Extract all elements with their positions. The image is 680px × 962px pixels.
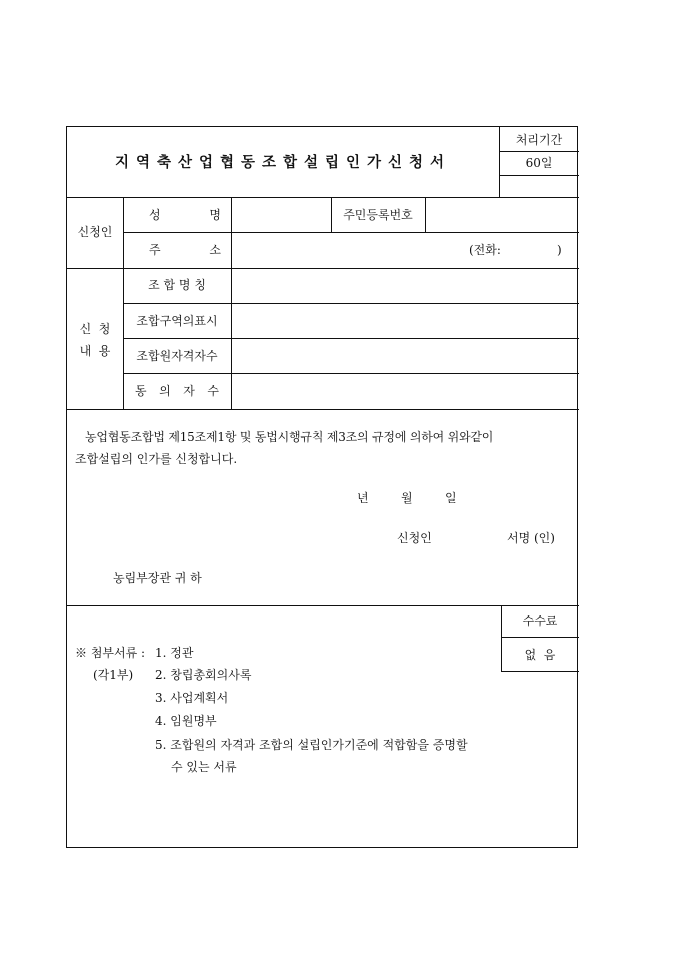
- application-form: [66, 126, 578, 848]
- union-name-field[interactable]: [232, 269, 578, 303]
- request-group-label-line1: 신 청: [79, 322, 111, 336]
- attachments-copies: (각1부): [93, 668, 134, 682]
- applicant-sign-label: 신청인: [397, 531, 432, 545]
- attachment-item: 2. 창립총회의사록: [155, 668, 252, 682]
- name-label: [149, 208, 221, 222]
- address-field[interactable]: [232, 233, 462, 267]
- divider: [499, 151, 579, 152]
- date-month: 월: [401, 491, 413, 505]
- attachment-item: 5. 조합원의 자격과 조합의 설립인가기준에 적합함을 증명할: [155, 738, 468, 752]
- fee-label: 수수료: [522, 614, 558, 628]
- phone-field[interactable]: [507, 237, 553, 263]
- phone-label: (전화:: [469, 243, 501, 257]
- address-label-first: 주: [149, 243, 161, 257]
- name-label-second: 명: [209, 208, 221, 222]
- name-label-first: 성: [149, 208, 161, 222]
- divider: [499, 175, 579, 176]
- union-area-label: 조합구역의표시: [136, 314, 218, 328]
- statement-line-2: 조합설립의 인가를 신청합니다.: [75, 452, 238, 466]
- phone-close: ): [557, 243, 562, 257]
- consenting-members-label: [135, 384, 219, 398]
- attachment-item: 3. 사업계획서: [155, 691, 229, 705]
- date-year: 년: [357, 491, 369, 505]
- consenting-char: 의: [159, 384, 171, 398]
- attachments-header: ※ 첨부서류 :: [75, 646, 146, 660]
- consenting-char: 자: [183, 384, 195, 398]
- divider: [67, 409, 579, 410]
- recipient: 농림부장관 귀 하: [113, 571, 202, 585]
- attachment-item: 4. 임원명부: [155, 714, 217, 728]
- consenting-members-field[interactable]: [232, 374, 578, 408]
- address-label: [149, 243, 221, 257]
- form-title: 지역축산업협동조합설립인가신청서: [114, 154, 452, 171]
- name-field[interactable]: [232, 198, 330, 231]
- signature-label: 서명 (인): [507, 531, 555, 545]
- attachment-item: 1. 정관: [155, 646, 194, 660]
- date-day: 일: [445, 491, 457, 505]
- address-label-second: 소: [209, 243, 221, 257]
- statement-line-1: 농업협동조합법 제15조제1항 및 동법시행규칙 제3조의 규정에 의하여 위와같이: [85, 430, 494, 444]
- resident-id-field[interactable]: [426, 198, 578, 231]
- resident-id-label: 주민등록번호: [343, 208, 413, 222]
- qualified-members-field[interactable]: [232, 339, 578, 373]
- divider: [501, 671, 579, 672]
- processing-period-label: 처리기간: [515, 133, 563, 147]
- request-group-label-line2: 내 용: [79, 344, 111, 358]
- signature-field[interactable]: [439, 525, 505, 549]
- fee-value: 없 음: [524, 648, 556, 662]
- divider: [67, 605, 579, 606]
- union-name-label: 조 합 명 칭: [148, 278, 206, 292]
- processing-period-value: 60일: [525, 156, 553, 170]
- union-area-field[interactable]: [232, 304, 578, 338]
- applicant-group-label: 신청인: [77, 225, 113, 239]
- attachment-item-continued: 수 있는 서류: [171, 760, 237, 774]
- qualified-members-label: 조합원자격자수: [136, 349, 218, 363]
- consenting-char: 동: [135, 384, 147, 398]
- consenting-char: 수: [207, 384, 219, 398]
- divider: [501, 637, 579, 638]
